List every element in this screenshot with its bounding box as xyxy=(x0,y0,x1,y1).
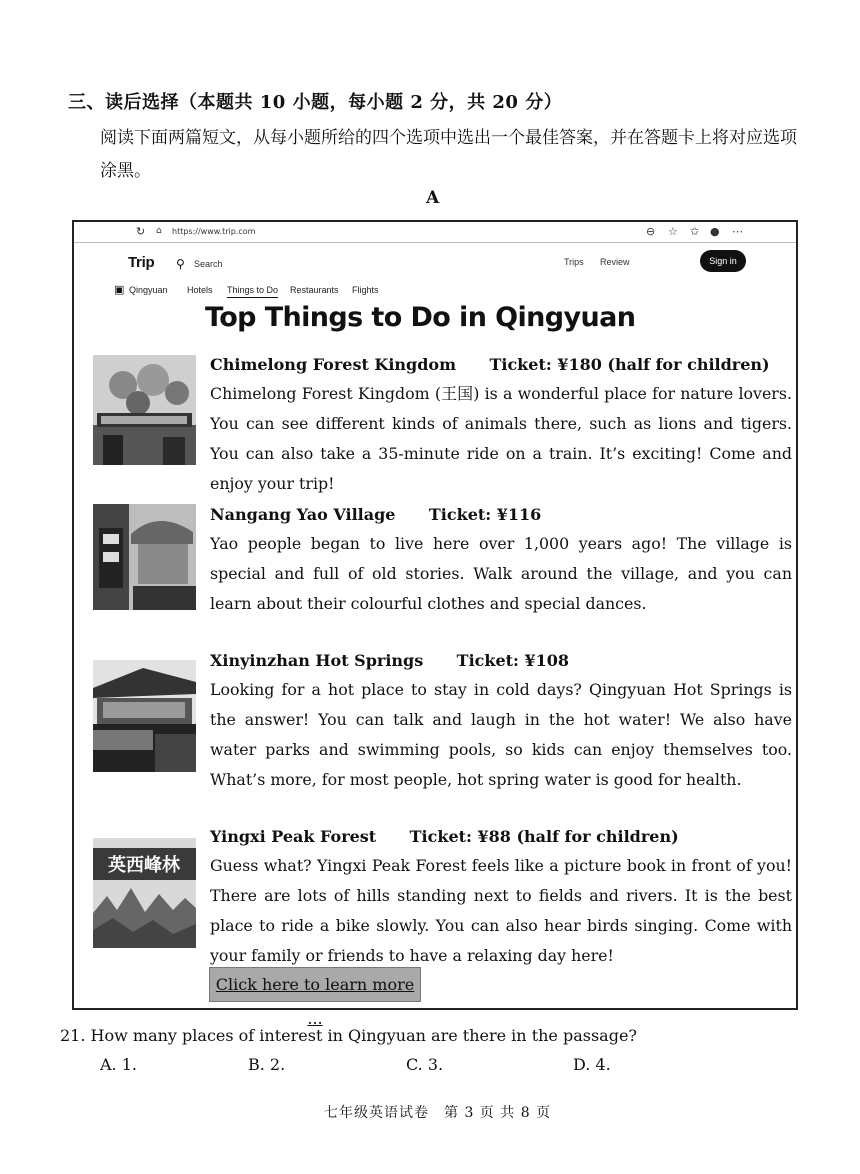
reload-icon[interactable]: ↻ xyxy=(136,225,146,238)
attraction-description: Yao people began to live here over 1,000 years ago! The village is special and full of old stories. Walk around the village, and you can learn about their colourful clothes and special dances. xyxy=(210,534,792,613)
attraction-ticket: Ticket: ¥108 xyxy=(456,651,570,670)
zoom-icon[interactable]: ⊖ xyxy=(646,225,656,238)
thumb-yao-village xyxy=(93,504,196,610)
option-d[interactable]: D. 4. xyxy=(573,1055,611,1074)
attraction-card xyxy=(210,503,792,619)
sign-in-button[interactable]: Sign in xyxy=(700,250,746,272)
attraction-card xyxy=(210,825,792,971)
attraction-card xyxy=(210,353,792,499)
subnav-flights[interactable]: Flights xyxy=(352,285,379,295)
subnav-qingyuan[interactable]: Qingyuan xyxy=(129,285,168,295)
page-footer: 七年级英语试卷 第 3 页 共 8 页 xyxy=(324,1105,552,1121)
attraction-name: Nangang Yao Village xyxy=(210,505,396,524)
star-icon[interactable]: ☆ xyxy=(668,225,678,238)
attraction-ticket: Ticket: ¥180 (half for children) xyxy=(489,355,770,374)
more-icon[interactable]: ⋯ xyxy=(732,225,743,238)
attraction-ticket: Ticket: ¥88 (half for children) xyxy=(409,827,679,846)
favorites-icon[interactable]: ✩ xyxy=(690,225,700,238)
attraction-heading xyxy=(210,353,792,377)
nav-review[interactable]: Review xyxy=(600,257,630,267)
passage-label: A xyxy=(426,188,440,208)
section-title: 三、读后选择（本题共 10 小题，每小题 2 分，共 20 分） xyxy=(68,92,563,113)
question-text: 21. How many places of interest in Qingyuan are there in the passage? xyxy=(60,1026,638,1045)
attraction-card xyxy=(210,649,792,795)
subnav-things-to-do[interactable]: Things to Do xyxy=(227,285,278,298)
browser-bar xyxy=(80,222,795,242)
subnav-hotels[interactable]: Hotels xyxy=(187,285,213,295)
svg-text:英西峰林: 英西峰林 xyxy=(108,855,180,876)
site-logo[interactable]: Trip xyxy=(128,254,155,271)
attraction-description: Looking for a hot place to stay in cold days? Qingyuan Hot Springs is the answer! You can talk and laugh in the hot water! We also have water parks and swimming pools, so kids can enjoy themselves too. What’s more, for most people, hot spring water is good for health. xyxy=(210,680,792,789)
attraction-heading xyxy=(210,503,792,527)
thumb-hot-springs xyxy=(93,660,196,772)
option-c[interactable]: C. 3. xyxy=(406,1055,444,1074)
search-label[interactable]: Search xyxy=(194,259,223,269)
attraction-heading xyxy=(210,825,792,849)
subnav-restaurants[interactable]: Restaurants xyxy=(290,285,339,295)
nav-trips[interactable]: Trips xyxy=(564,257,584,267)
option-b[interactable]: B. 2. xyxy=(248,1055,286,1074)
url-text[interactable]: https://www.trip.com xyxy=(172,227,256,236)
attraction-description: Guess what? Yingxi Peak Forest feels like a picture book in front of you! There are lots of hills standing next to fields and rivers. It is the best place to ride a bike slowly. You can also hear birds singing. Come with your family or friends to have a relaxing day here! xyxy=(210,856,792,965)
location-icon: ▣ xyxy=(114,283,125,296)
search-icon[interactable]: ⚲ xyxy=(176,257,185,271)
attraction-ticket: Ticket: ¥116 xyxy=(428,505,542,524)
section-instruction: 阅读下面两篇短文，从每小题所给的四个选项中选出一个最佳答案，并在答题卡上将对应选项涂黑。 xyxy=(100,128,797,181)
attraction-name: Xinyinzhan Hot Springs xyxy=(210,651,424,670)
profile-icon[interactable]: ● xyxy=(710,225,720,238)
thumb-yingxi xyxy=(93,838,196,948)
option-a[interactable]: A. 1. xyxy=(100,1055,137,1074)
attraction-name: Yingxi Peak Forest xyxy=(210,827,377,846)
attraction-description: Chimelong Forest Kingdom (王国) is a wonderful place for nature lovers. You can see different kinds of animals there, such as lions and tigers. You can also take a 35-minute ride on a train. It’s exciting! Come and enjoy your trip! xyxy=(210,384,792,493)
learn-more-button[interactable]: Click here to learn more ... xyxy=(209,967,421,1002)
page-title: Top Things to Do in Qingyuan xyxy=(205,302,636,333)
attraction-name: Chimelong Forest Kingdom xyxy=(210,355,457,374)
lock-icon: ⌂ xyxy=(156,226,162,236)
browser-divider xyxy=(74,242,796,243)
thumb-chimelong xyxy=(93,355,196,465)
attraction-heading xyxy=(210,649,792,673)
